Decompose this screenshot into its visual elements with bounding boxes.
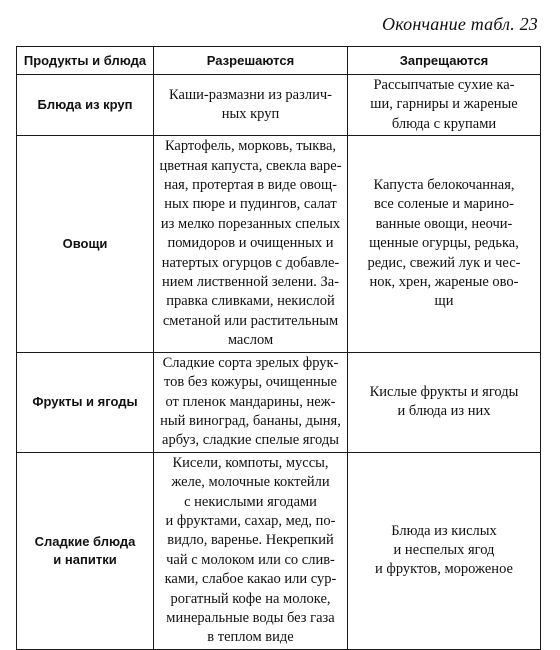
table-header-row (17, 47, 541, 75)
text-line: тов без кожуры, очищенные (164, 374, 337, 391)
forbidden-cell (348, 352, 541, 452)
text-line: минеральные воды без газа (166, 609, 335, 626)
category-line: Блюда из круп (37, 97, 133, 113)
text-line: Рассыпчатые сухие ка- (373, 77, 515, 93)
text-line: и фруктами, сахар, мед, по- (165, 512, 336, 529)
category-cell (17, 352, 154, 452)
text-line: ный виноград, бананы, дыня, (160, 412, 341, 429)
text-line: Блюда из кислых (391, 522, 497, 539)
category-cell (17, 452, 154, 649)
text-line: нок, хрен, жареные ово- (369, 274, 519, 291)
text-line: чай с молоком или со слив- (166, 551, 335, 568)
header-forbidden: Запрещаются (348, 47, 541, 75)
table-caption: Окончание табл. 23 (382, 14, 538, 34)
allowed-cell (154, 452, 348, 649)
text-line: от пленок мандарины, неж- (165, 393, 336, 410)
text-line: Кисели, компоты, муссы, (172, 454, 329, 471)
text-line: правка сливками, некислой (166, 293, 335, 310)
text-line: желе, молочные коктейли (171, 474, 330, 491)
category-line: Фрукты и ягоды (32, 394, 138, 410)
text-line: видло, варенье. Некрепкий (167, 532, 334, 549)
table-row (17, 352, 541, 452)
forbidden-cell (348, 136, 541, 352)
text-line: нием лиственной зелени. За- (161, 274, 339, 291)
category-line: и напитки (53, 551, 117, 567)
text-line: Каши-размазни из различ- (169, 86, 332, 103)
text-line: Кислые фрукты и ягоды (369, 383, 519, 400)
table-row (17, 452, 541, 649)
text-line: в теплом виде (207, 629, 294, 646)
text-line: Картофель, морковь, тыква, (164, 138, 337, 155)
header-products: Продукты и блюда (17, 47, 154, 75)
text-line: арбуз, сладкие спелые ягоды (162, 432, 339, 449)
text-line: ных пюре и пудингов, салат (164, 196, 337, 213)
allowed-cell (154, 75, 348, 136)
text-line: ных круп (221, 106, 280, 123)
text-line: из мелко порезанных спелых (160, 215, 341, 232)
text-line: блюда с крупами (391, 115, 497, 132)
category-line: Овощи (62, 235, 108, 251)
allowed-cell (154, 352, 348, 452)
forbidden-cell (348, 75, 541, 136)
text-line: ши, гарниры и жареные (370, 96, 518, 113)
text-line: цветная капуста, свекла варе- (159, 157, 342, 174)
header-allowed: Разрешаются (154, 47, 348, 75)
text-line: щи (434, 293, 454, 310)
diet-table (16, 46, 541, 650)
text-line: маслом (227, 332, 274, 349)
text-line: и неспелых ягод (393, 542, 495, 559)
text-line: Капуста белокочанная, (373, 177, 515, 194)
text-line: и фруктов, мороженое (375, 561, 513, 578)
text-line: редис, свежий лук и чес- (367, 254, 521, 271)
text-line: ванные овощи, неочи- (375, 215, 513, 232)
forbidden-cell (348, 452, 541, 649)
text-line: и блюда из них (397, 403, 491, 420)
allowed-cell (154, 136, 348, 352)
category-cell (17, 136, 154, 352)
text-line: Сладкие сорта зрелых фрук- (162, 354, 339, 371)
text-line: ками, слабое какао или сур- (164, 571, 337, 588)
text-line: сметаной или растительным (162, 312, 339, 329)
category-cell (17, 75, 154, 136)
text-line: натертых огурцов с добавле- (161, 254, 340, 271)
text-line: помидоров и очищенных и (167, 235, 334, 252)
text-line: с некислыми ягодами (184, 493, 317, 510)
category-line: Сладкие блюда (34, 533, 136, 549)
table-row (17, 136, 541, 352)
text-line: все соленые и марино- (374, 196, 514, 213)
text-line: щенные огурцы, редька, (369, 235, 519, 252)
text-line: ная, протертая в виде овощ- (163, 177, 338, 194)
text-line: рогатный кофе на молоке, (170, 590, 331, 607)
table-row (17, 75, 541, 136)
